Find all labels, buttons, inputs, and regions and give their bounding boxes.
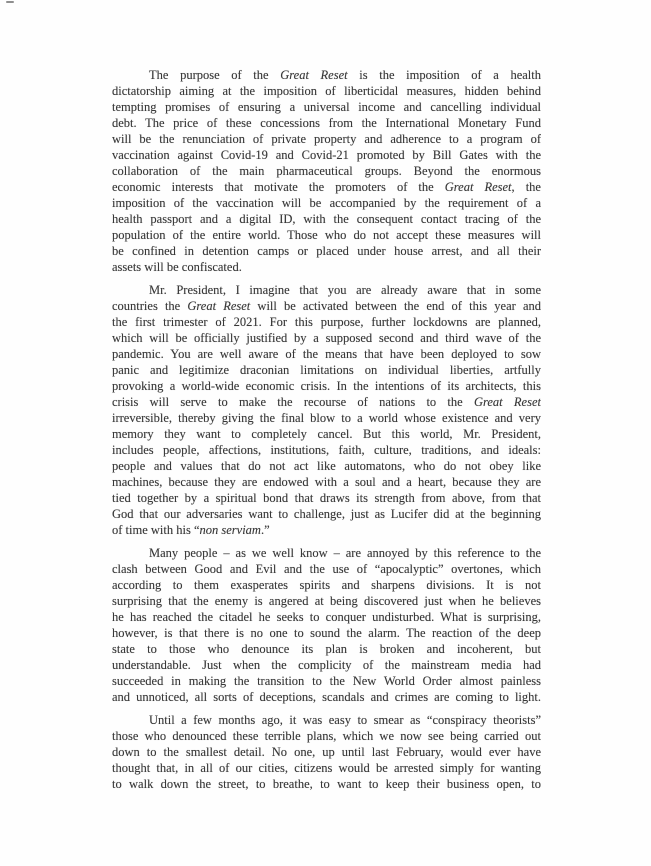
text-line: debt. The price of these concessions from the International Monetary Fund: [112, 116, 541, 130]
paragraph-2: [112, 282, 541, 538]
text-line: those who denounced these terrible plans, which we now see being carried out: [112, 729, 541, 743]
text-line: to walk down the street, to breathe, to want to keep their business open, to: [112, 777, 541, 791]
text-line: irreversible, thereby giving the final blow to a world whose existence and very: [112, 411, 541, 425]
text-line: includes people, affections, institutions, faith, culture, traditions, and ideals:: [112, 443, 541, 457]
text-line: will be the renunciation of private property and adherence to a program of: [112, 132, 541, 146]
text-line: health passport and a digital ID, with the consequent contact tracing of the: [112, 212, 541, 226]
text-line: provoking a world-wide economic crisis. In the intentions of its architects, this: [112, 379, 541, 393]
text-line: tempting promises of ensuring a universal income and cancelling individual: [112, 100, 541, 114]
text-line: collaboration of the main pharmaceutical groups. Beyond the enormous: [112, 164, 541, 178]
text-line: Many people – as we well know – are annoyed by this reference to the: [149, 546, 541, 560]
text-line: he has reached the citadel he seeks to conquer undisturbed. What is surprising,: [112, 610, 541, 624]
text-line: God that our adversaries want to challenge, just as Lucifer did at the beginning: [112, 507, 541, 521]
text-line: however, is that there is no one to sound the alarm. The reaction of the deep: [112, 626, 541, 640]
text-line: imposition of the vaccination will be accompanied by the requirement of a: [112, 196, 541, 210]
paragraph-4: [112, 712, 541, 792]
text-line: which will be officially justified by a supposed second and third wave of the: [112, 331, 541, 345]
text-line: vaccination against Covid-19 and Covid-21 promoted by Bill Gates with the: [112, 148, 541, 162]
text-line: thought that, in all of our cities, citizens would be arrested simply for wanting: [112, 761, 541, 775]
text-line: according to them exasperates spirits and sharpens divisions. It is not: [112, 578, 541, 592]
text-line: surprising that the enemy is angered at being discovered just when he believes: [112, 594, 541, 608]
text-line: pandemic. You are well aware of the means that have been deployed to sow: [112, 347, 541, 361]
scan-artifact-mark: [6, 1, 14, 3]
text-line: crisis will serve to make the recourse of nations to the Great Reset: [112, 395, 541, 409]
text-line: of time with his “non serviam.”: [112, 523, 270, 537]
text-line: tied together by a spiritual bond that draws its strength from above, from that: [112, 491, 541, 505]
text-line: panic and legitimize draconian limitations on individual liberties, artfully: [112, 363, 541, 377]
text-line: understandable. Just when the complicity of the mainstream media had: [112, 658, 541, 672]
text-line: and unnoticed, all sorts of deceptions, scandals and crimes are coming to light.: [112, 690, 541, 704]
text-line: state to those who denounce its plan is broken and incoherent, but: [112, 642, 541, 656]
text-line: dictatorship aiming at the imposition of liberticidal measures, hidden behind: [112, 84, 541, 98]
text-line: people and values that do not act like automatons, who do not obey like: [112, 459, 541, 473]
text-line: be confined in detention camps or placed under house arrest, and all their: [112, 244, 541, 258]
paragraph-1: [112, 67, 541, 275]
text-line: memory they want to completely cancel. But this world, Mr. President,: [112, 427, 541, 441]
text-line: machines, because they are endowed with a soul and a heart, because they are: [112, 475, 541, 489]
text-line: assets will be confiscated.: [112, 260, 242, 274]
text-line: succeeded in making the transition to the New World Order almost painless: [112, 674, 541, 688]
document-text-block: [112, 67, 541, 792]
text-line: down to the smallest detail. No one, up until last February, would ever have: [112, 745, 541, 759]
text-line: Until a few months ago, it was easy to smear as “conspiracy theorists”: [149, 713, 541, 727]
text-line: The purpose of the Great Reset is the imposition of a health: [149, 68, 541, 82]
text-line: clash between Good and Evil and the use of “apocalyptic” overtones, which: [112, 562, 541, 576]
text-line: Mr. President, I imagine that you are already aware that in some: [149, 283, 541, 297]
paragraph-3: [112, 545, 541, 705]
text-line: the first trimester of 2021. For this purpose, further lockdowns are planned,: [112, 315, 541, 329]
text-line: population of the entire world. Those who do not accept these measures will: [112, 228, 541, 242]
text-line: countries the Great Reset will be activated between the end of this year and: [112, 299, 541, 313]
text-line: economic interests that motivate the promoters of the Great Reset, the: [112, 180, 541, 194]
